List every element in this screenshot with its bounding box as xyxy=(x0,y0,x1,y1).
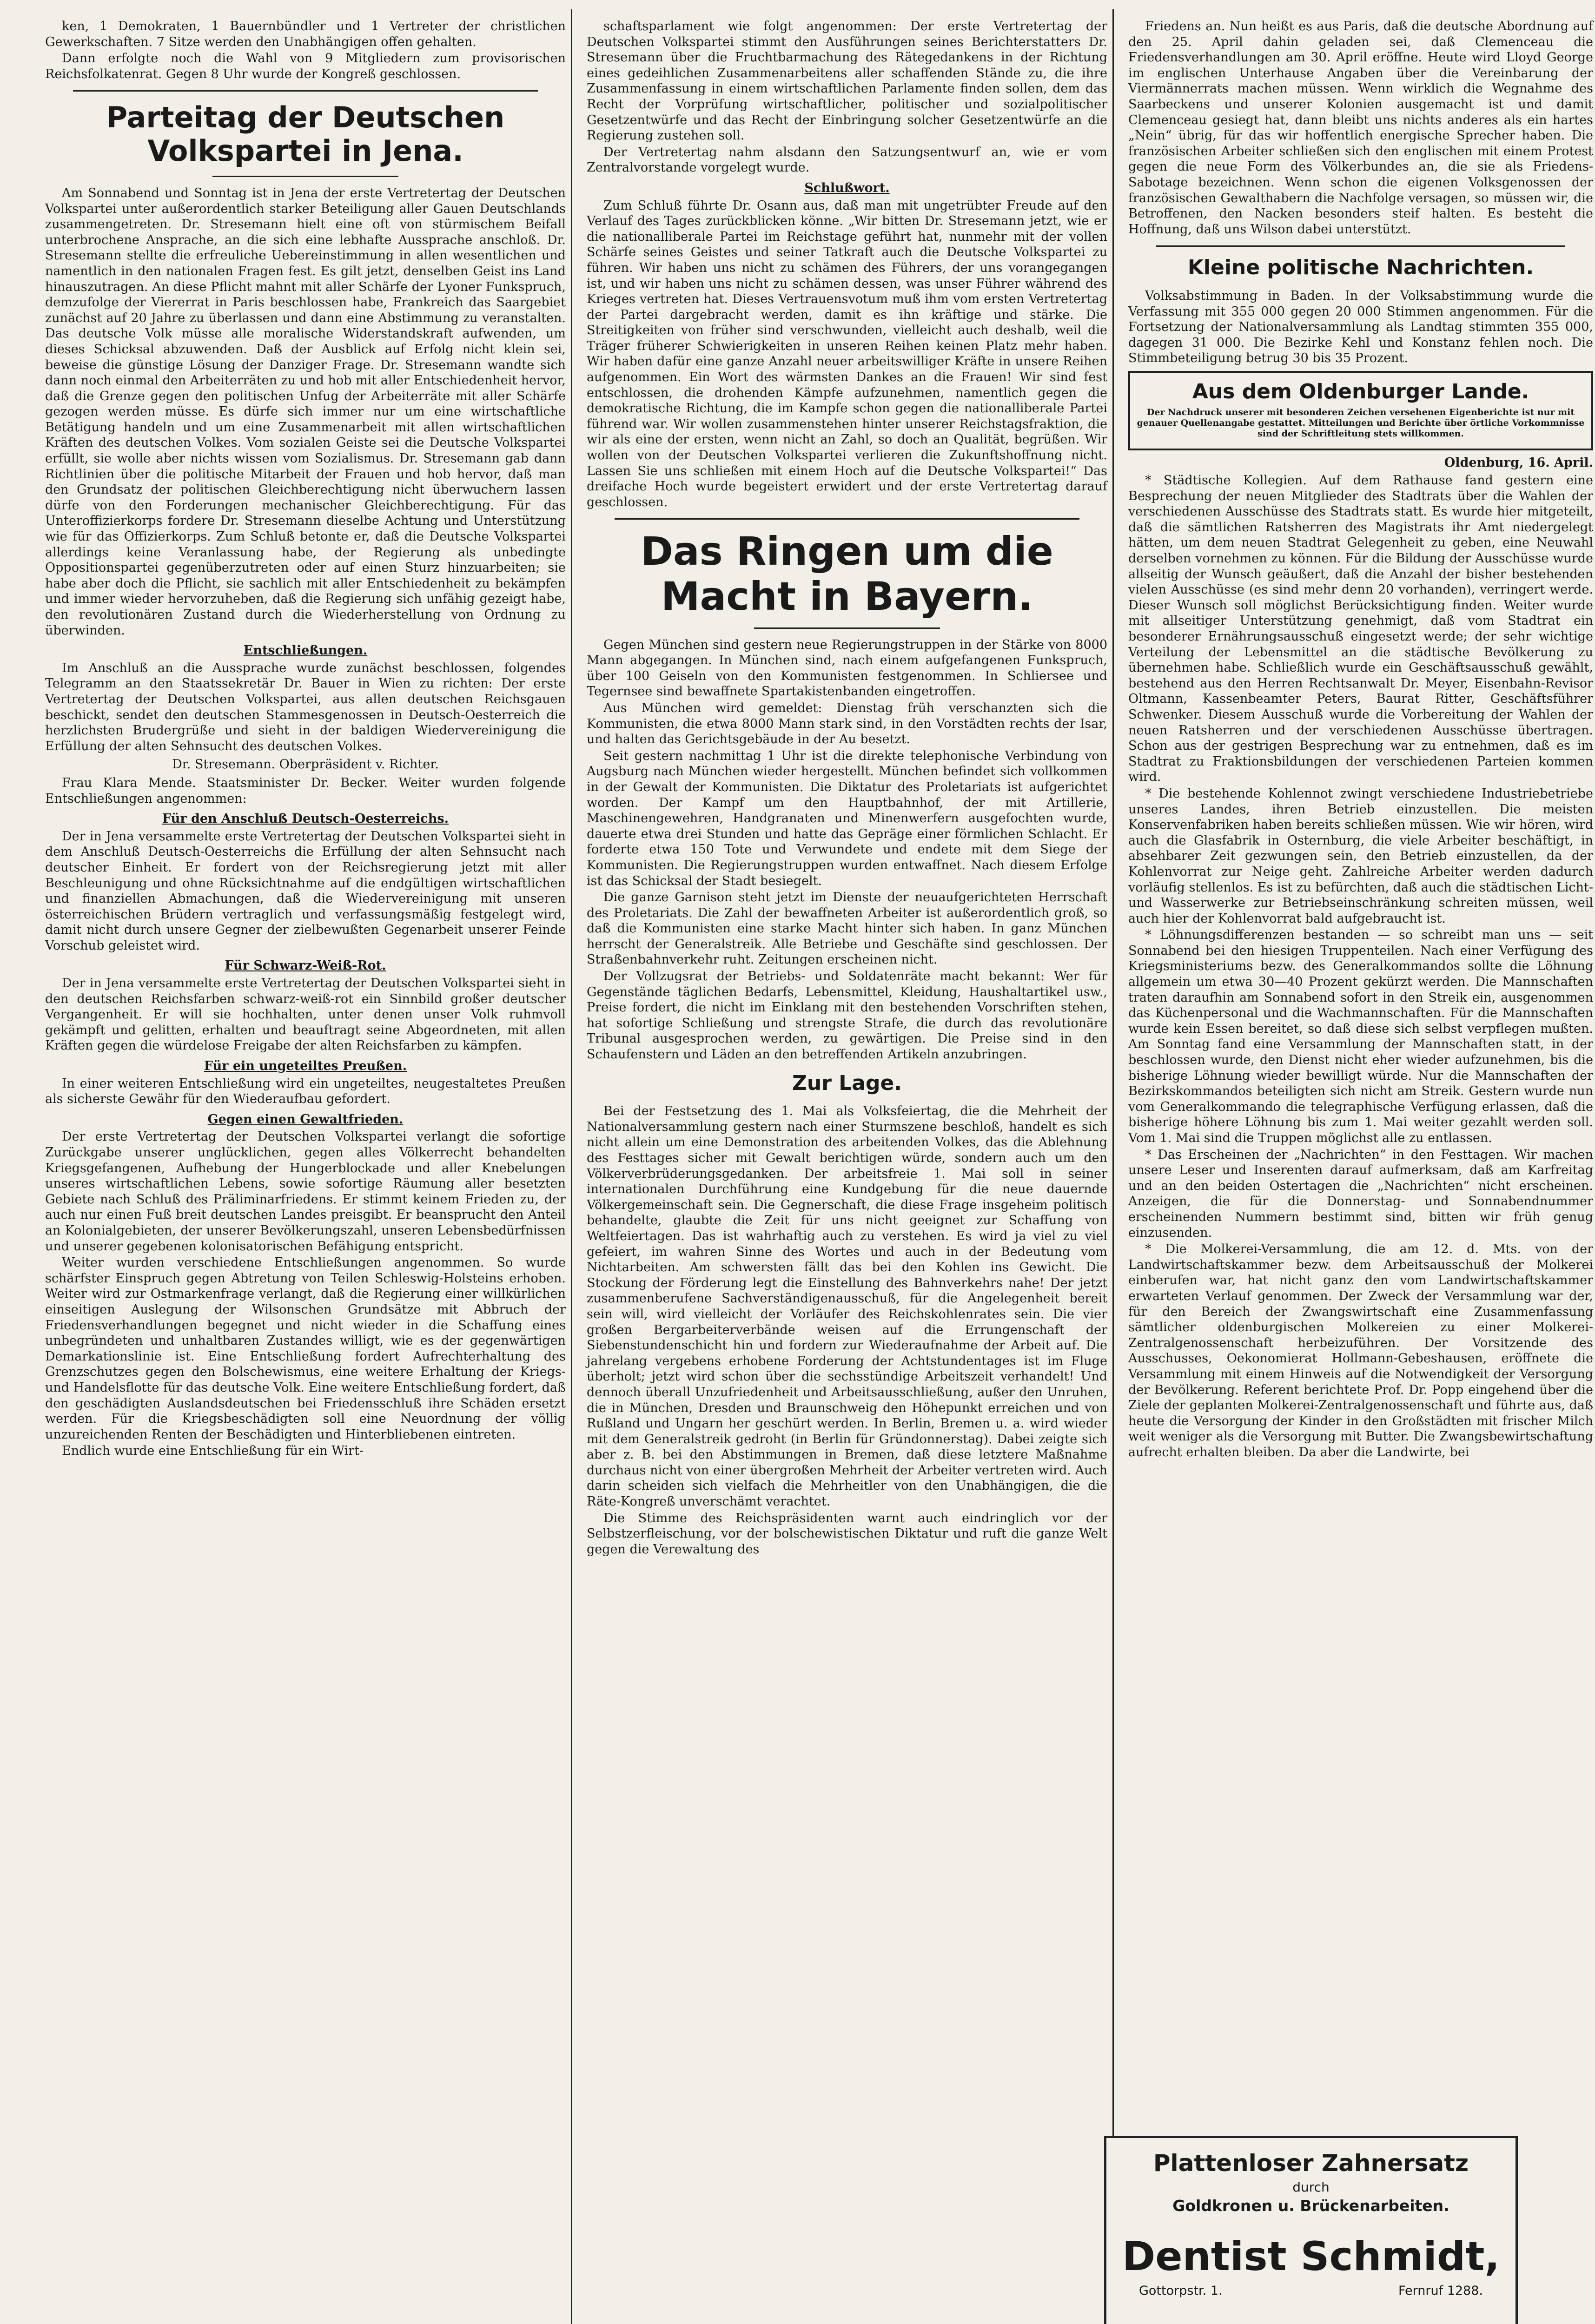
paragraph: Im Anschluß an die Aussprache wurde zunächst beschlossen, folgendes Telegramm an den Staatssekretär Dr. Bauer in Wien zu richten: Der erste Vertretertag der Deutschen Volkspartei, aus allen deutschen Reichsgauen beschickt, sendet den deutschen Stammesgenossen in Deutsch-Oesterreich die herzlichsten Brudergrüße und sieht in der baldigen Wiedervereinigung die Erfüllung der alten Sehnsucht des deutschen Volkes. xyxy=(45,660,566,753)
paragraph: Seit gestern nachmittag 1 Uhr ist die direkte telephonische Verbindung von Augsburg nach München wieder hergestellt. München befindet sich vollkommen in der Gewalt der Kommunisten. Die Diktatur des Proletariats ist aufgerichtet worden. Der Kampf um den Hauptbahnhof, der mit Artillerie, Maschinengewehren, Handgranaten und Minenwerfern ausgefochten wurde, dauerte etwa drei Stunden und hatte das Gepräge einer förmlichen Schlacht. Er forderte etwa 150 Tote und Verwundete und endete mit dem Siege der Kommunisten. Die Regierungstruppen wurden entwaffnet. Nach diesem Erfolge ist das Schicksal der Stadt besiegelt. xyxy=(587,748,1107,888)
ad-services: Goldkronen u. Brückenarbeiten. xyxy=(1172,2197,1449,2215)
column-right xyxy=(1123,19,1595,2324)
paragraph: * Die bestehende Kohlennot zwingt verschiedene Industriebetriebe unseres Landes, ihren Betrieb einzustellen. Die meisten Konservenfabriken haben bereits schließen müssen. Wie wir hören, wird auch die Glasfabrik in Osternburg, die viele Arbeiter beschäftigt, in absehbarer Zeit gezwungen sein, den Betrieb einzustellen, da der Kohlenvorrat zur Neige geht. Zahlreiche Arbeiter werden dadurch vorläufig stellenlos. Es ist zu befürchten, daß auch die städtischen Licht- und Wasserwerke zur Betriebseinschränkung schreiten müssen, weil auch hier der Kohlenvorrat bald aufgebraucht ist. xyxy=(1128,786,1593,926)
paragraph: Weiter wurden verschiedene Entschließungen angenommen. So wurde schärfster Einspruch gegen Abtretung von Teilen Schleswig-Holsteins erhoben. Weiter wird zur Ostmarkenfrage verlangt, daß die Regierung einer willkürlichen einseitigen Auslegung der Wilsonschen Grundsätze mit Abbruch der Friedensverhandlungen begegnet und nicht wieder in die Schaffung eines unbegründeten und unhaltbaren Zustandes willigt, wie es der gegenwärtigen Demarkationslinie ist. Eine Entschließung fordert Aufrechterhaltung des Grenzschutzes gegen den Bolschewismus, eine weitere Erhaltung der Kriegs- und Handelsflotte für das deutsche Volk. Eine weitere Entschließung fordert, daß den geschädigten Auslandsdeutschen bei Friedensschluß ihre Schäden ersetzt werden. Für die Kriegsbeschädigten soll eine Neuordnung der völlig unzureichenden Renten der Beschädigten und Hinterbliebenen eintreten. xyxy=(45,1255,566,1442)
paragraph: Die ganze Garnison steht jetzt im Dienste der neuaufgerichteten Herrschaft des Proletariats. Die Zahl der bewaffneten Arbeiter ist außerordentlich groß, so daß die Kommunisten eine starke Macht hinter sich haben. In ganz München herrscht der Generalstreik. Alle Betriebe und Geschäfte sind geschlossen. Der Straßenbahnverkehr ruht. Zeitungen erscheinen nicht. xyxy=(587,890,1107,967)
paragraph: * Städtische Kollegien. Auf dem Rathause fand gestern eine Besprechung der neuen Mitglieder des Stadtrats über die Wahlen der verschiedenen Ausschüsse des Stadtrats statt. Es wurde hier mitgeteilt, daß die sämtlichen Ratsherren des Magistrats ihr Amt niedergelegt hätten, um dem neuen Stadtrat Gelegenheit zu geben, eine Neuwahl derselben vornehmen zu können. Für die Bildung der Ausschüsse wurde allseitig der Wunsch geäußert, daß die Anzahl der bisher bestehenden vielen Ausschüsse (es sind mehr denn 20 vorhanden), verringert werde. Dieser Wunsch soll möglichst Berücksichtigung finden. Weiter wurde mit allseitiger Unterstützung genehmigt, daß vom Stadtrat ein besonderer Ernährungsausschuß eingesetzt werde; der sehr wichtige Verteilung der Lebensmittel an die städtische Bevölkerung zu übernehmen habe. Schließlich wurde ein Geschäftsausschuß gewählt, bestehend aus den Herren Rechtsanwalt Dr. Meyer, Eisenbahn-Revisor Oltmann, Kassenbeamter Peters, Baurat Ritter, Geschäftsführer Schwenker. Diesem Ausschuß wurde die Vorbereitung der Wahlen der neuen Ratsherren und der verschiedenen Ausschüsse übertragen. Schon aus der gestrigen Besprechung war zu entnehmen, daß es im Stadtrat zu Fraktionsbildungen der verschiedenen Parteien kommen wird. xyxy=(1128,473,1593,785)
divider xyxy=(73,90,538,92)
paragraph: Der in Jena versammelte erste Vertretertag der Deutschen Volkspartei sieht in den deutschen Reichsfarben schwarz-weiß-rot ein Sinnbild großer deutscher Vergangenheit. Er will sie hochhalten, unter denen unser Volk ruhmvoll gekämpft und gelitten, erhalten und beauftragt seine Abgeordneten, mit allen Kräften gegen die würdelose Freigabe der alten Reichsfarben zu kämpfen. xyxy=(45,976,566,1053)
paragraph: Der in Jena versammelte erste Vertretertag der Deutschen Volkspartei sieht in dem Anschluß Deutsch-Oesterreichs die Erfüllung der alten Sehnsucht nach deutscher Einheit. Er fordert von der Reichsregierung jetzt mit aller Beschleunigung und ohne Rücksichtnahme auf die endgültigen wirtschaftlichen und finanziellen Abmachungen, daß die Wiedervereinigung mit unseren österreichischen Brüdern vertraglich und verfassungsmäßig festgelegt wird, damit nicht durch unsere Gegner der zielbewußten Gegenarbeit unserer Feinde Vorschub geleistet wird. xyxy=(45,829,566,953)
subheading: Schlußwort. xyxy=(804,180,890,195)
paragraph: Friedens an. Nun heißt es aus Paris, daß die deutsche Abordnung auf den 25. April dahin geladen sei, daß Clemenceau die Friedensverhandlungen am 30. April eröffne. Heute wird Lloyd George im englischen Unterhause Angaben über die Vereinbarung der Viermännerrats machen müssen. Wenn wirklich die Wegnahme des Saarbeckens und unserer Kolonien ausgemacht ist und damit Clemenceau gesiegt hat, dann bleibt uns nichts anderes als ein hartes „Nein“ übrig, für das wir hoffentlich energische Sprecher haben. Die französischen Arbeiter schließen sich den englischen mit einem Protest gegen die neue Form des Völkerbundes an, die sie als Friedens-Sabotage bezeichnen. Wenn schon die eigenen Volksgenossen der französischen Gewalthabern die Nachfolge versagen, so müssen wir, die Betroffenen, den Nacken besonders steif halten. Es besteht die Hoffnung, daß uns Wilson dabei unterstützt. xyxy=(1128,19,1593,237)
paragraph: * Das Erscheinen der „Nachrichten“ in den Festtagen. Wir machen unsere Leser und Inserenten darauf aufmerksam, daß am Karfreitag und an den beiden Ostertagen die „Nachrichten“ nicht erscheinen. Anzeigen, die für die Donnerstag- und Sonnabendnummer erscheinenden Nummern bestimmt sind, bitten wir früh genug einzusenden. xyxy=(1128,1147,1593,1240)
paragraph: * Die Molkerei-Versammlung, die am 12. d. Mts. von der Landwirtschaftskammer bezw. dem Arbeitsausschuß der Molkerei einberufen war, hat nicht ganz den vom Landwirtschaftskammer erwarteten Verlauf genommen. Der Zweck der Versammlung war der, für den Bereich der Zwangswirtschaft eine Zusammenfassung sämtlicher oldenburgischen Molkereien zu einer Molkerei-Zentralgenossenschaft herbeizuführen. Der Vorsitzende des Ausschusses, Oekonomierat Hollmann-Gebeshausen, eröffnete die Versammlung mit einem Hinweis auf die Notwendigkeit der Versorgung der Bevölkerung. Referent berichtete Prof. Dr. Popp eingehend über die Ziele der geplanten Molkerei-Zentralgenossenschaft und führte aus, daß heute die Versorgung der Kinder in den Großstädten mit frischer Milch weit weniger als die Versorgung mit Butter. Die Zwangsbewirtschaftung aufrecht erhalten bleiben. Da aber die Landwirte, bei xyxy=(1128,1242,1593,1459)
reprint-note: Der Nachdruck unserer mit besonderen Zeichen versehenen Eigenberichte ist nur mit genauer Quellenangabe gestattet. Mitteilungen und Berichte über örtliche Vorkommnisse sind der Schriftleitung stets willkommen. xyxy=(1137,407,1585,439)
paragraph: Zum Schluß führte Dr. Osann aus, daß man mit ungetrübter Freude auf den Verlauf des Tages zurückblicken könne. „Wir bitten Dr. Stresemann jetzt, wie er die nationalliberale Partei im Reichstage geführt hat, nunmehr mit der vollen Schärfe seines Geistes und seiner Tatkraft auch die Deutsche Volkspartei zu führen. Wir haben uns nicht zu schämen des Führers, der uns vorangegangen ist, und wir haben uns nicht zu schämen dessen, was unser Führer während des Krieges vertreten hat. Dieses Vertrauensvotum muß ihm vom ersten Vertretertag der Partei dargebracht werden, damit es ihn kräftige und stärke. Die Streitigkeiten von früher sind verschwunden, vielleicht auch deshalb, weil die Träger früherer Schwierigkeiten in unseren Reihen keinen Platz mehr haben. Wir haben dafür eine ganze Anzahl neuer arbeitswilliger Kräfte in unsere Reihen aufgenommen. Ein Wort des wärmsten Dankes an die Frauen! Wir sind fest entschlossen, die drohenden Kämpfe aufzunehmen, namentlich gegen die demokratische Richtung, die im Kampfe schon gegen die nationalliberale Partei führend war. Wir wollen zusammenstehen hinter unserer Reichstagsfraktion, die wir als eine der ersten, wenn nicht an Zahl, so doch an Qualität, begrüßen. Wir wollen von der Deutschen Volkspartei verlieren die Zukunftshoffnung nicht. Lassen Sie uns schließen mit einem Hoch auf die Deutsche Volkspartei!“ Das dreifache Hoch wurde begeistert erwidert und der erste Vertretertag darauf geschlossen. xyxy=(587,198,1107,509)
headline-bayern: Das Ringen um die Macht in Bayern. xyxy=(641,528,1053,619)
paragraph: Gegen München sind gestern neue Regierungstruppen in der Stärke von 8000 Mann abgegangen. In München sind, nach einem aufgefangenen Funkspruch, über 100 Geiseln von den Kommunisten festgenommen. In Schliersee und Tegernsee sind bewaffnete Spartakistenbanden eingetroffen. xyxy=(587,637,1107,699)
paragraph: * Löhnungsdifferenzen bestanden — so schreibt man uns — seit Sonnabend bei den hiesigen Truppenteilen. Nach einer Verfügung des Kriegsministeriums bezw. des Generalkommandos sollte die Löhnung allgemein um etwa 30—40 Prozent gekürzt werden. Die Mannschaften traten daraufhin am Sonnabend sofort in den Streik ein, ausgenommen das Küchenpersonal und die Wachmannschaften. Für die Mannschaften wurde kein Essen bereitet, so daß diese sich selbst verpflegen mußten. Am Sonntag fand eine Versammlung der Mannschaften statt, in der beschlossen wurde, den Dienst nicht eher wieder aufzunehmen, bis die bisherige Löhnung wieder bewilligt würde. Nur die Mannschaften der Bezirkskommandos beteiligten sich nicht am Streik. Gestern wurde nun vom Generalkommando die telegraphische Verfügung erlassen, daß die bisherige höhere Löhnung bis zum 1. Mai weiter gezahlt werden soll. Vom 1. Mai sind die Truppen möglichst alle zu entlassen. xyxy=(1128,928,1593,1145)
ad-phone: Fernruf 1288. xyxy=(1398,2284,1483,2298)
headline-parteitag: Parteitag der Deutschen Volkspartei in Jena. xyxy=(106,100,505,168)
paragraph: Der Vertretertag nahm alsdann den Satzungsentwurf an, wie er vom Zentralvorstande vorgelegt wurde. xyxy=(587,145,1107,175)
paragraph: Aus München wird gemeldet: Dienstag früh verschanzten sich die Kommunisten, die etwa 8000 Mann stark sind, in den Vorstädten rechts der Isar, und halten das Gerichtsgebäude in der Au besetzt. xyxy=(587,700,1107,747)
subheading: Gegen einen Gewaltfrieden. xyxy=(207,1112,404,1127)
subheading: Für ein ungeteiltes Preußen. xyxy=(204,1059,407,1074)
divider xyxy=(212,176,398,177)
paragraph: Endlich wurde eine Entschließung für ein Wirt- xyxy=(62,1444,364,1459)
paragraph: Der Vollzugsrat der Betriebs- und Soldatenräte macht bekannt: Wer für Gegenstände täglichen Bedarfs, Lebensmittel, Kleidung, Haushaltartikel usw., Preise fordert, die nicht im Einklang mit den bestehenden Vorschriften stehen, hat sofortige Schließung und strengste Strafe, die durch das revolutionäre Tribunal ausgesprochen werden, zu gewärtigen. Die Preise sind in den Schaufenstern und Läden an den betreffenden Artikeln anzubringen. xyxy=(587,969,1107,1062)
divider xyxy=(754,627,940,629)
divider xyxy=(1156,245,1565,247)
paragraph: ken, 1 Demokraten, 1 Bauernbündler und 1 Vertreter der christlichen Gewerkschaften. 7 Sitze werden den Unabhängigen offen gehalten. xyxy=(45,19,566,49)
column-left xyxy=(40,19,571,2324)
signatories: Dr. Stresemann. Oberpräsident v. Richter. xyxy=(172,757,439,772)
subheading: Für Schwarz-Weiß-Rot. xyxy=(225,958,386,973)
headline-oldenburg: Aus dem Oldenburger Lande. xyxy=(1192,379,1529,403)
paragraph: Der erste Vertretertag der Deutschen Volkspartei verlangt die sofortige Zurückgabe unserer unglücklichen, gegen alles Völkerrecht behandelten Kriegsgefangenen, Aufhebung der Hungerblockade und aller Knebelungen unseres wirtschaftlichen Lebens, sowie sofortige Räumung aller besetzten Gebiete nach Schluß des Präliminarfriedens. Er stimmt keinem Frieden zu, der auch nur einen Fuß breit deutschen Landes preisgibt. Er beansprucht den Anteil an Kolonialgebieten, der unserer Bevölkerungszahl, unseren Lebensbedürfnissen und unserer gegebenen kolonisatorischen Befähigung entspricht. xyxy=(45,1129,566,1254)
divider xyxy=(615,518,1079,520)
paragraph: Am Sonnabend und Sonntag ist in Jena der erste Vertretertag der Deutschen Volkspartei unter außerordentlich starker Beteiligung aller Gauen Deutschlands zusammengetreten. Dr. Stresemann hielt eine oft von stürmischem Beifall unterbrochene Ansprache, an die sich eine lebhafte Aussprache anschloß. Dr. Stresemann stellte die erfreuliche Uebereinstimmung in allen wesentlichen und namentlich in den nationalen Fragen fest. Es gilt jetzt, denselben Geist ins Land hinauszutragen. An diese Pflicht mahnt mit aller Schärfe der Lyoner Funkspruch, demzufolge der Viererrat in Paris beschlossen habe, Frankreich das Saargebiet zunächst auf 20 Jahre zu überlassen und dann eine Abstimmung zu veranstalten. Das deutsche Volk müsse alle moralische Widerstandskraft aufwenden, um dieses Schicksal abzuwenden. Daß der Ausblick auf Erfolg nicht klein sei, beweise die günstige Lösung der Danziger Frage. Dr. Stresemann wandte sich dann noch einmal den Arbeiterräten zu und hob mit aller Entschiedenheit hervor, daß die Grenze gegen den politischen Unfug der Arbeiterräte mit aller Schärfe gezogen werden müsse. Es dürfe sich immer nur um eine wirtschaftliche Betätigung handeln und um eine Zusammenarbeit mit allen wirtschaftlichen Kräften des deutschen Volkes. Vom sozialen Geiste sei die Deutsche Volkspartei erfüllt, sie wolle aber nichts wissen vom Sozialismus. Dr. Stresemann gab dann Richtlinien über die politische Mitarbeit der Frauen und hob hervor, daß man den Grundsatz der politischen Gleichberechtigung nicht überwuchern lassen dürfe von den Forderungen mechanischer Gleichberechtigung. Für das Unteroffizierkorps fordere Dr. Stresemann dieselbe Achtung und Unterstützung wie für das Offizierkorps. Zum Schluß betonte er, daß die Deutsche Volkspartei allerdings keine Veranlassung habe, der Regierung als unbedingte Oppositionspartei gegenüberzutreten oder auf einen Sturz hinzuarbeiten; sie habe aber doch die Pflicht, sie sachlich mit aller Entschiedenheit zu bekämpfen und immer wieder hervorzuheben, daß die Regierung sich unfähig gezeigt habe, den revolutionären Zustand durch die Wiederherstellung von Ordnung zu überwinden. xyxy=(45,185,566,638)
paragraph: Frau Klara Mende. Staatsminister Dr. Becker. Weiter wurden folgende Entschließungen angenommen: xyxy=(45,775,566,806)
headline-zur-lage: Zur Lage. xyxy=(792,1071,902,1095)
subheading: Für den Anschluß Deutsch-Oesterreichs. xyxy=(162,812,449,826)
ad-contact-row xyxy=(1106,2284,1516,2298)
ad-connector: durch xyxy=(1292,2179,1330,2195)
col1-intro xyxy=(45,19,566,82)
paragraph: schaftsparlament wie folgt angenommen: Der erste Vertretertag der Deutschen Volkspartei stimmt den Ausführungen seines Berichterstatters Dr. Stresemann über die Fruchtbarmachung des Rätegedankens in der Richtung eines gedeihlichen Zusammenarbeitens aller schaffenden Stände zu, die ihre Zusammenfassung in einem wirtschaftlichen Parlamente finden sollen, dem das Recht der Vorprüfung wirtschaftlicher, politischer und sozialpolitischer Gesetzentwürfe und das Recht der Einbringung solcher Gesetzentwürfe an die Regierung zustehen soll. xyxy=(587,19,1107,143)
paragraph: Die Stimme des Reichspräsidenten warnt auch eindringlich vor der Selbstzerfleischung, vor der bolschewistischen Diktatur und ruft die ganze Welt gegen die Verewaltung des xyxy=(587,1511,1107,1557)
subheading: Entschließungen. xyxy=(243,643,368,658)
section-box-oldenburg xyxy=(1128,371,1593,451)
ad-address: Gottorpstr. 1. xyxy=(1139,2284,1223,2298)
ad-title: Plattenloser Zahnersatz xyxy=(1153,2150,1469,2177)
headline-kleine-nachrichten: Kleine politische Nachrichten. xyxy=(1187,256,1534,280)
column-middle xyxy=(581,19,1113,2324)
paragraph: Bei der Festsetzung des 1. Mai als Volksfeiertag, die die Mehrheit der Nationalversammlung gestern nach einer Sturmszene beschloß, handelt es sich nicht allein um eine Demonstration des arbeitenden Volkes, das die Ablehnung des Festtages sicher mit Gewalt berichtigen würde, sondern auch um den Völkerverbrüderungsgedanken. Der arbeitsfreie 1. Mai soll in seiner internationalen Durchführung eine Kundgebung für die neue dauernde Völkergemeinschaft sein. Die Gegnerschaft, die diese Frage insgeheim politisch behandelte, glaubte die Zeit für uns nicht geeignet zur Schaffung von Weltfeiertagen. Das ist wahrhaftig auch zu verstehen. Es wird ja viel zu viel gefeiert, im wahren Sinne des Wortes und auch in der Bedeutung vom Nichtarbeiten. Am schwersten fällt das bei den Kohlen ins Gewicht. Die Stockung der Förderung legt die Einstellung des Bahnverkehrs nahe! Der jetzt zusammenberufene Sachverständigenausschuß, für die Angelegenheit bereit sein will, wird vielleicht der Vorläufer des Reichskohlenrates sein. Die vier großen Bergarbeiterverbände weisen auf die Errungenschaft der Siebenstundenschicht hin und fordern zur Wiederaufnahme der Arbeit auf. Die jahrelang vergebens erhobene Forderung der Achtstundentages ist im Fluge überholt; jetzt wird schon über die sechsstündige Arbeitszeit verhandelt! Und dennoch überall Unzufriedenheit und Arbeitsausschließung, außer den Unruhen, die in München, Dresden und Braunschweig den Höhepunkt erreichen und von Rußland und Ungarn her geschürt werden. In Berlin, Bremen u. a. wird wieder mit dem Generalstreik gedroht (in Berlin für Gründonnerstag). Dabei zeigte sich aber z. B. bei den Abstimmungen in Bremen, daß diese letztere Maßnahme durchaus nicht von einer übergroßen Mehrheit der Arbeiter vertreten wird. Auch darin scheiden sich vielfach die Mehrheitler von den Unabhängigen, die die Räte-Kongreß unverschämt verachtet. xyxy=(587,1104,1107,1509)
paragraph: In einer weiteren Entschließung wird ein ungeteiltes, neugestaltetes Preußen als sicherste Gewähr für den Wiederaufbau gefordert. xyxy=(45,1076,566,1107)
dentist-advertisement xyxy=(1104,2136,1518,2324)
ad-business-name: Dentist Schmidt, xyxy=(1122,2233,1500,2280)
paragraph: Volksabstimmung in Baden. In der Volksabstimmung wurde die Verfassung mit 355 000 gegen 20 000 Stimmen angenommen. Für die Fortsetzung der Nationalversammlung als Landtag stimmten 355 000, dagegen 31 000. Die Bezirke Kehl und Konstanz fehlen noch. Die Stimmbeteiligung betrug 30 bis 35 Prozent. xyxy=(1128,288,1593,366)
paragraph: Dann erfolgte noch die Wahl von 9 Mitgliedern zum provisorischen Reichsfolkatenrat. Gegen 8 Uhr wurde der Kongreß geschlossen. xyxy=(45,51,566,81)
dateline: Oldenburg, 16. April. xyxy=(1444,456,1593,470)
